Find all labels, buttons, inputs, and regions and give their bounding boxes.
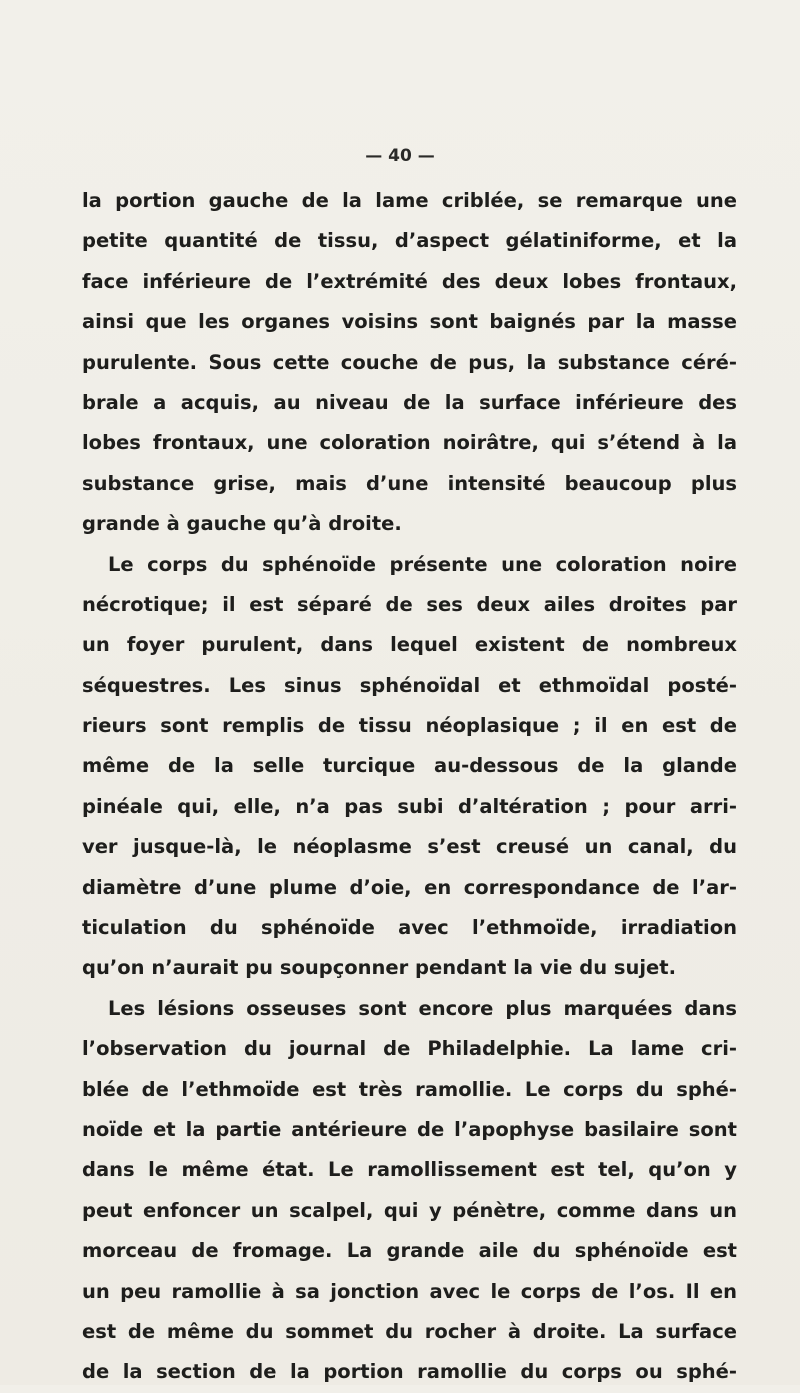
text-line: peut enfoncer un scalpel, qui y pénètre, comme dans un [82,1198,737,1222]
text-line: lobes frontaux, une coloration noirâtre, qui s’étend à la [82,431,737,455]
text-line: qu’on n’aurait pu soupçonner pendant la vie du sujet. [82,956,677,980]
text-line: brale a acquis, au niveau de la surface inférieure des [82,390,737,414]
text-line: la portion gauche de la lame criblée, se remarque une [82,189,737,212]
body-text [82,181,737,1393]
text-line: Le corps du sphénoïde présente une coloration noire [108,552,737,576]
text-line: rieurs sont remplis de tissu néoplasique ; il en est de [82,714,737,738]
text-line: face inférieure de l’extrémité des deux lobes frontaux, [82,269,737,293]
text-line: l’observation du journal de Philadelphie. La lame cri- [82,1037,737,1061]
text-line: ticulation du sphénoïde avec l’ethmoïde, irradiation [82,916,737,940]
text-line: ainsi que les organes voisins sont baignés par la masse [82,310,737,334]
text-line: dans le même état. Le ramollissement est tel, qu’on y [82,1158,737,1182]
text-line: noïde et la partie antérieure de l’apophyse basilaire sont [82,1117,737,1141]
text-line: un foyer purulent, dans lequel existent de nombreux [82,633,737,657]
text-line: ver jusque-là, le néoplasme s’est creusé un canal, du [82,835,737,859]
text-line: séquestres. Les sinus sphénoïdal et ethmoïdal posté- [82,673,737,697]
text-line: purulente. Sous cette couche de pus, la substance céré- [82,350,737,374]
text-line: blée de l’ethmoïde est très ramollie. Le corps du sphé- [82,1077,737,1101]
text-line: même de la selle turcique au-dessous de la glande [82,754,737,778]
text-line: nécrotique; il est séparé de ses deux ailes droites par [82,592,737,616]
text-line: grande à gauche qu’à droite. [82,512,402,536]
text-line: pinéale qui, elle, n’a pas subi d’altération ; pour arri- [82,794,737,818]
text-line: morceau de fromage. La grande aile du sphénoïde est [82,1239,737,1263]
text-line: petite quantité de tissu, d’aspect gélatiniforme, et la [82,229,737,253]
text-line: est de même du sommet du rocher à droite. La surface [82,1319,737,1343]
text-line: diamètre d’une plume d’oie, en correspondance de l’ar- [82,875,737,899]
text-line: un peu ramollie à sa jonction avec le corps de l’os. Il en [82,1279,737,1303]
text-line: Les lésions osseuses sont encore plus marquées dans [108,996,737,1020]
text-line: substance grise, mais d’une intensité beaucoup plus [82,471,737,495]
text-line: de la section de la portion ramollie du corps ou sphé- [82,1360,737,1384]
page-number: — 40 — [365,146,435,166]
